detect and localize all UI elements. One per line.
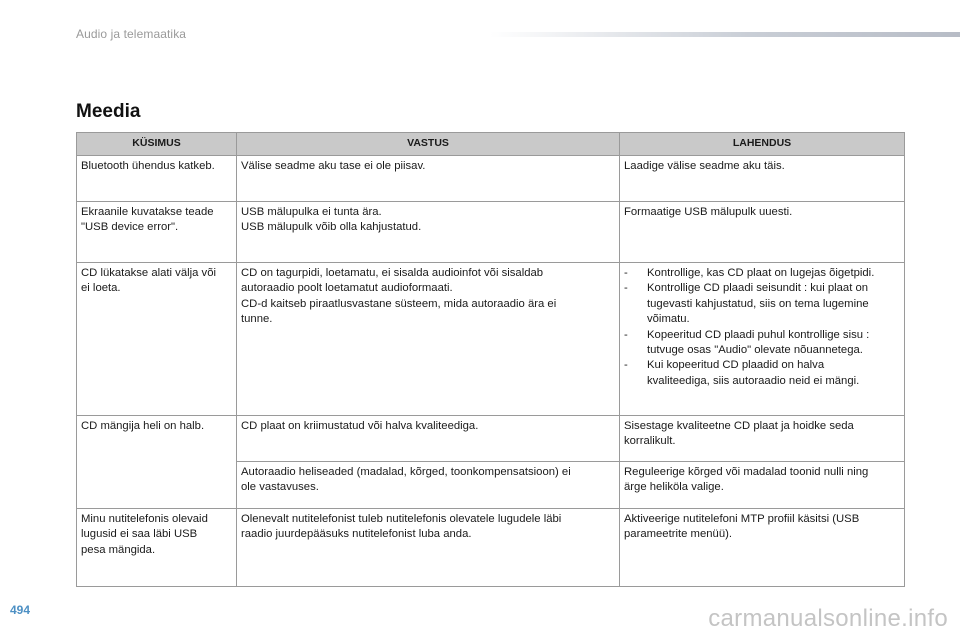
question-cell	[77, 509, 237, 587]
solution-cell	[620, 462, 905, 509]
troubleshooting-table	[76, 132, 905, 587]
question-text: Ekraanile kuvatakse teade	[81, 206, 214, 218]
answer-cell	[237, 462, 620, 509]
question-cell	[77, 263, 237, 416]
solution-text: kvaliteediga, siis autoraadio neid ei mängi.	[647, 374, 860, 387]
table-row	[77, 509, 905, 587]
solution-cell	[620, 156, 905, 202]
column-header-question: KÜSIMUS	[77, 133, 237, 156]
solution-text: Aktiveerige nutitelefoni MTP profiil käsitsi (USB	[624, 513, 860, 525]
question-text: pesa mängida.	[81, 543, 156, 556]
answer-cell	[237, 263, 620, 416]
question-text: "USB device error".	[81, 221, 179, 234]
answer-cell	[237, 416, 620, 462]
solution-text: - Kontrollige, kas CD plaat on lugejas õigetpidi.	[647, 267, 875, 279]
solution-cell	[620, 416, 905, 462]
answer-text: Välise seadme aku tase ei ole piisav.	[241, 160, 426, 172]
question-text: lugusid ei saa läbi USB	[81, 528, 198, 541]
watermark-text: carmanualsonline.info	[708, 605, 948, 632]
question-text: Minu nutitelefonis olevaid	[81, 513, 208, 525]
solution-text: parameetrite menüü).	[624, 528, 732, 541]
answer-text: autoraadio poolt loetamatut audioformaati.	[241, 282, 453, 295]
solution-cell	[620, 202, 905, 263]
answer-cell	[237, 509, 620, 587]
table-row	[77, 202, 905, 263]
solution-text: - Kopeeritud CD plaadi puhul kontrollige sisu :	[647, 328, 870, 341]
question-cell	[77, 156, 237, 202]
solution-text: võimatu.	[647, 313, 690, 326]
answer-text: CD-d kaitseb piraatlusvastane süsteem, mida autoraadio ära ei	[241, 297, 557, 310]
solution-text: Formaatige USB mälupulk uuesti.	[624, 206, 793, 218]
question-text: CD lükatakse alati välja või	[81, 267, 216, 279]
page-number: 494	[10, 603, 31, 617]
solution-text: ärge heliköla valige.	[624, 481, 724, 494]
answer-text: Olenevalt nutitelefonist tuleb nutitelefonis olevatele lugudele läbi	[241, 513, 562, 525]
question-cell	[77, 202, 237, 263]
answer-text: CD plaat on kriimustatud või halva kvaliteediga.	[241, 420, 479, 432]
answer-text: ole vastavuses.	[241, 481, 319, 494]
solution-text: Sisestage kvaliteetne CD plaat ja hoidke seda	[624, 420, 854, 432]
solution-text: - Kui kopeeritud CD plaadid on halva	[647, 359, 825, 372]
question-cell	[77, 416, 237, 509]
solution-bullet-item	[624, 281, 900, 327]
running-header: Audio ja telemaatika	[76, 27, 187, 41]
answer-text: CD on tagurpidi, loetamatu, ei sisalda audioinfot või sisaldab	[241, 267, 544, 279]
answer-cell	[237, 156, 620, 202]
solution-cell	[620, 509, 905, 587]
answer-text: USB mälupulk võib olla kahjustatud.	[241, 221, 422, 234]
solution-bullet-item	[624, 266, 900, 281]
header-decorative-rule	[490, 32, 960, 37]
solution-text: - Kontrollige CD plaadi seisundit : kui plaat on	[647, 282, 869, 295]
solution-bullet-item	[624, 358, 900, 389]
answer-text: tunne.	[241, 313, 273, 326]
solution-bullet-list	[624, 266, 900, 389]
solution-text: korralikult.	[624, 435, 676, 448]
solution-text: tutvuge osas "Audio" olevate nõuannetega.	[647, 344, 863, 357]
solution-cell	[620, 263, 905, 416]
solution-bullet-item	[624, 328, 900, 359]
column-header-solution: LAHENDUS	[620, 133, 905, 156]
section-title: Meedia	[76, 101, 141, 122]
table-header-row	[77, 133, 905, 156]
table-row	[77, 263, 905, 416]
solution-text: Reguleerige kõrged või madalad toonid nulli ning	[624, 466, 869, 478]
answer-cell	[237, 202, 620, 263]
table-row	[77, 416, 905, 462]
question-text: Bluetooth ühendus katkeb.	[81, 160, 215, 172]
answer-text: USB mälupulka ei tunta ära.	[241, 206, 382, 218]
column-header-answer: VASTUS	[237, 133, 620, 156]
solution-text: Laadige välise seadme aku täis.	[624, 160, 785, 172]
question-text: CD mängija heli on halb.	[81, 420, 205, 432]
answer-text: raadio juurdepääsuks nutitelefonist luba anda.	[241, 528, 472, 541]
solution-text: tugevasti kahjustatud, siis on tema lugemine	[647, 297, 869, 310]
question-text: ei loeta.	[81, 282, 121, 295]
answer-text: Autoraadio heliseaded (madalad, kõrged, toonkompensatsioon) ei	[241, 466, 571, 478]
table-row	[77, 156, 905, 202]
